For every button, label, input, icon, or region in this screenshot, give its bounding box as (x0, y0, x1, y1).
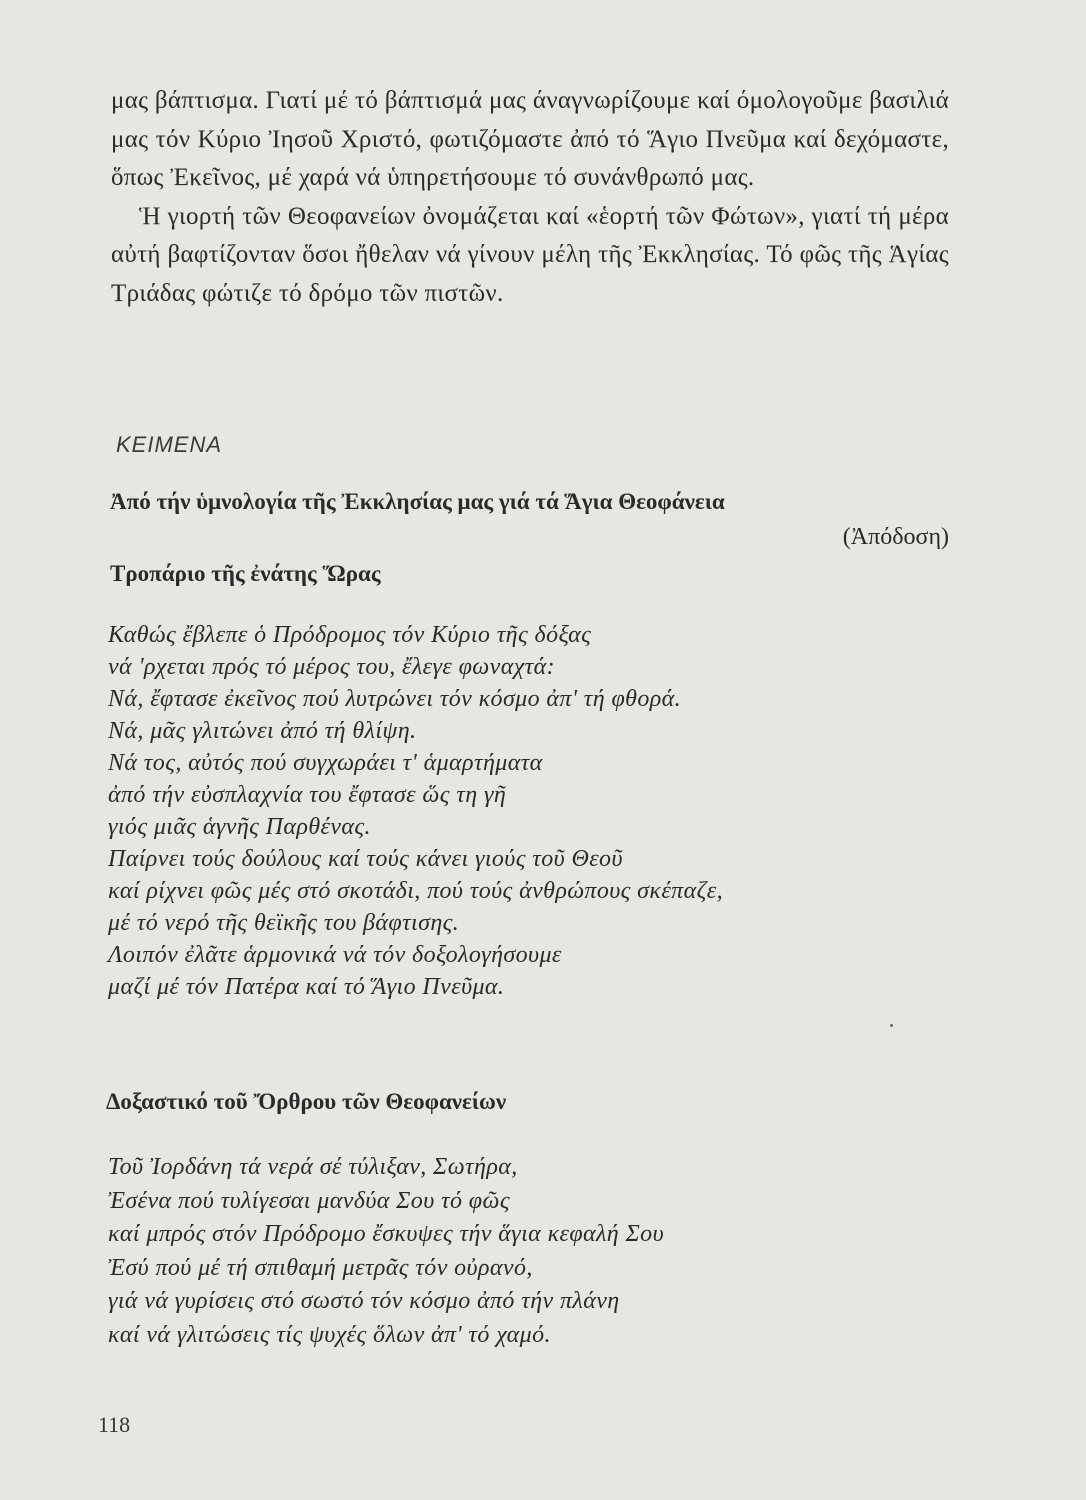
verse-line: καί ρίχνει φῶς μές στό σκοτάδι, πού τούς ἀνθρώπους σκέπαζε, (108, 878, 723, 904)
page-number: 118 (98, 1412, 131, 1437)
verse-line: μαζί μέ τόν Πατέρα καί τό Ἅγιο Πνεῦμα. (108, 974, 505, 1000)
verse-line: ἀπό τήν εὐσπλαχνία του ἔφτασε ὥς τη γῆ (108, 782, 507, 808)
verse-line: Παίρνει τούς δούλους καί τούς κάνει γιούς τοῦ Θεοῦ (108, 846, 623, 872)
source-heading: Ἀπό τήν ὑμνολογία τῆς Ἐκκλησίας μας γιά τά Ἅγια Θεοφάνεια (110, 489, 725, 514)
troparion-heading: Τροπάριο τῆς ἐνάτης Ὥρας (110, 561, 381, 586)
verse-line: Νά, μᾶς γλιτώνει ἀπό τή θλίψη. (108, 718, 417, 744)
verse-line: νά 'ρχεται πρός τό μέρος του, ἔλεγε φωναχτά: (108, 654, 556, 680)
verse-line: Τοῦ Ἰορδάνη τά νερά σέ τύλιξαν, Σωτήρα, (108, 1154, 518, 1180)
verse-line: μέ τό νερό τῆς θεϊκῆς του βάφτισης. (108, 910, 460, 936)
verse-line: Ἐσένα πού τυλίγεσαι μανδύα Σου τό φῶς (108, 1187, 510, 1214)
verse-line: Καθώς ἔβλεπε ὁ Πρόδρομος τόν Κύριο τῆς δόξας (108, 622, 592, 648)
troparion-verse (108, 619, 958, 1003)
doxastiko-heading: Δοξαστικό τοῦ Ὄρθρου τῶν Θεοφανείων (106, 1089, 507, 1114)
section-label: ΚΕΙΜΕΝΑ (116, 432, 223, 457)
verse-line: Λοιπόν ἐλᾶτε ἁρμονικά νά τόν δοξολογήσουμε (108, 942, 562, 968)
verse-line: καί μπρός στόν Πρόδρομο ἔσκυψες τήν ἅγια κεφαλή Σου (108, 1221, 664, 1247)
verse-line: Νά τος, αὐτός πού συγχωράει τ' ἁμαρτήματα (108, 750, 543, 776)
verse-line: γιά νά γυρίσεις στό σωστό τόν κόσμο ἀπό τήν πλάνη (108, 1288, 620, 1314)
paragraph: Ἡ γιορτή τῶν Θεοφανείων ὀνομάζεται καί «ἑορτή τῶν Φώτων», γιατί τή μέρα αὐτή βαφτίζονταν ὅσοι ἤθελαν νά γίνουν μέλη τῆς Ἐκκλησίας. Τό φῶς τῆς Ἁγίας Τριάδας φώτιζε τό δρόμο τῶν πιστῶν. (111, 202, 949, 307)
translation-note: (Ἀπόδοση) (842, 524, 949, 550)
verse-line: γιός μιᾶς ἁγνῆς Παρθένας. (108, 814, 371, 840)
verse-line: Ἐσύ πού μέ τή σπιθαμή μετρᾶς τόν οὐρανό, (108, 1254, 533, 1281)
paragraph: μας βάπτισμα. Γιατί μέ τό βάπτισμά μας άναγνωρίζουμε καί όμολογοῦμε βασιλιά μας τόν Κύριο Ἰησοῦ Χριστό, φωτιζόμαστε ἀπό τό Ἅγιο Πνεῦμα καί δεχόμαστε, ὅπως Ἐκεῖνος, μέ χαρά νά ὑπηρετήσουμε τό συνάνθρωπό μας. (111, 87, 949, 191)
paper-speck (890, 1024, 893, 1027)
body-text (111, 82, 949, 313)
verse-line: Νά, ἔφτασε ἐκεῖνος πού λυτρώνει τόν κόσμο ἀπ' τή φθορά. (108, 686, 682, 712)
verse-line: καί νά γλιτώσεις τίς ψυχές ὅλων ἀπ' τό χαμό. (108, 1321, 551, 1348)
doxastiko-verse (108, 1151, 958, 1352)
